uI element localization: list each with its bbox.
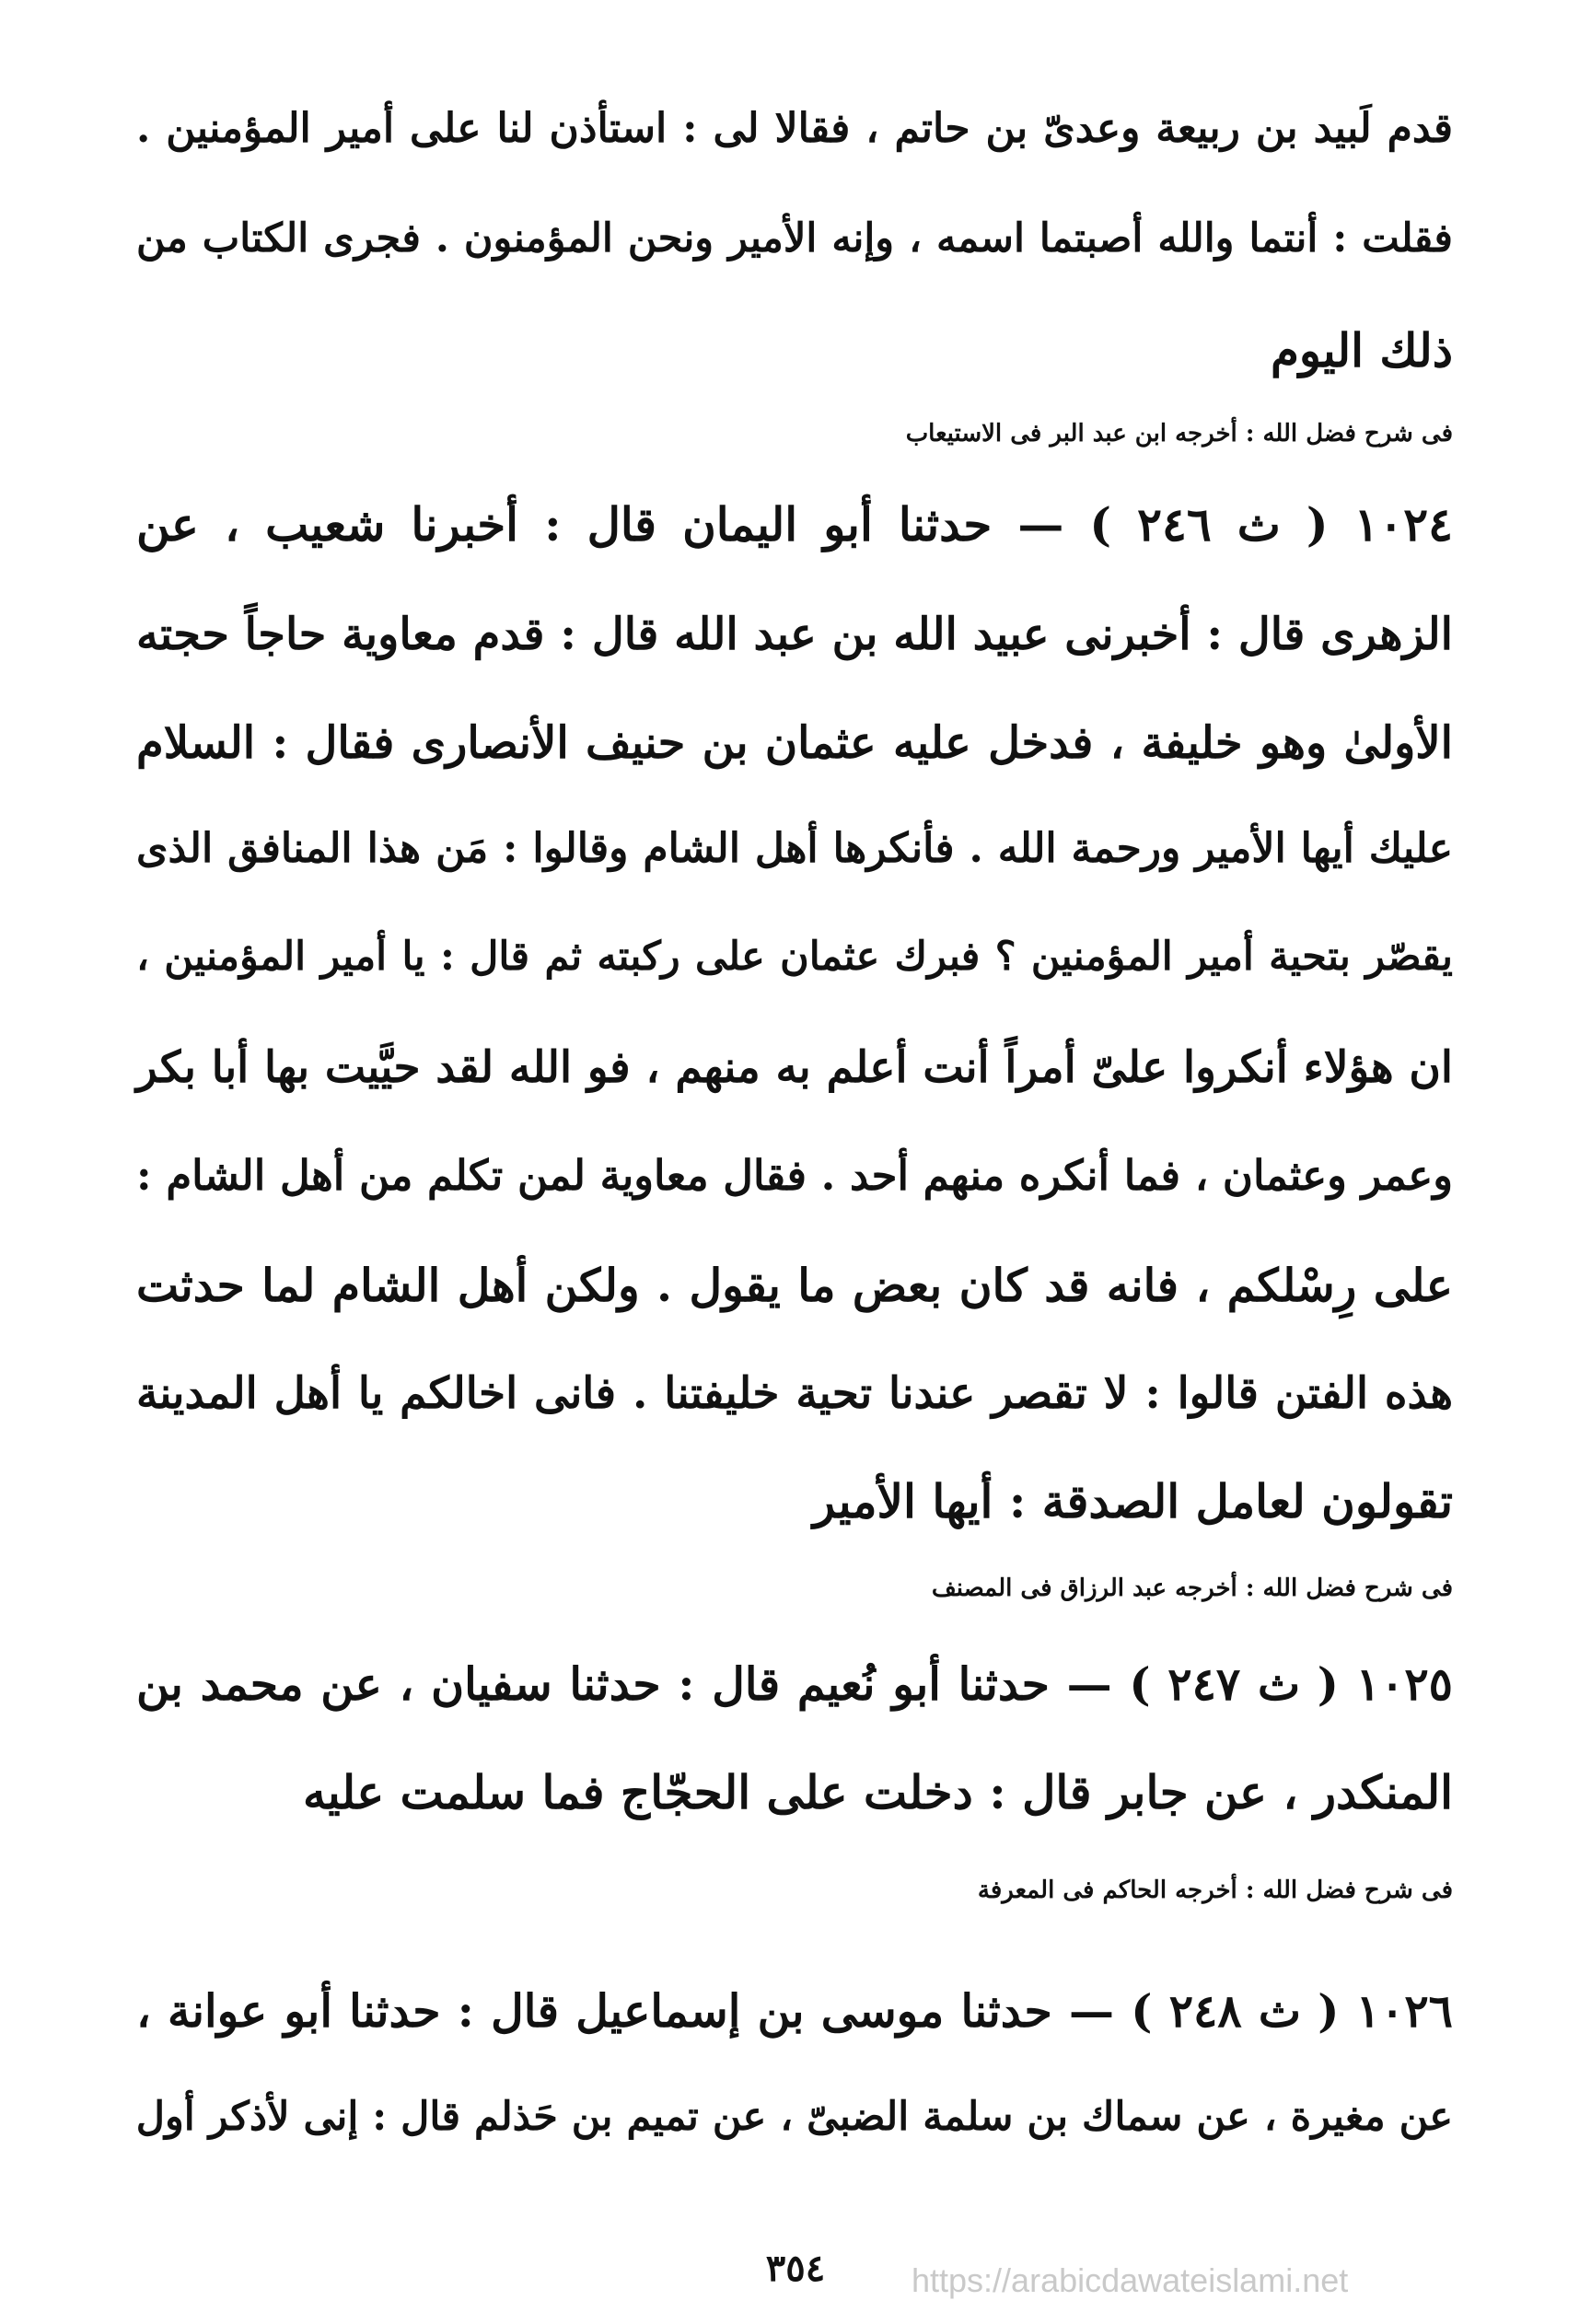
page-number: ٣٥٤ — [765, 2247, 826, 2290]
hadith-heading-1024: ١٠٢٤ ( ث ٢٤٦ ) — حدثنا أبو اليمان قال : أخبرنا شعيب ، عن — [136, 497, 1453, 552]
text-line: ان هؤلاء أنكروا علىّ أمراً أنت أعلم به منهم ، فو الله لقد حيَّيت بها أبا بكر — [136, 1042, 1453, 1093]
footnote: فى شرح فضل الله : أخرجه الحاكم فى المعرفة — [977, 1877, 1453, 1904]
text-line: الزهرى قال : أخبرنى عبيد الله بن عبد الله قال : قدم معاوية حاجاً حجته — [136, 609, 1453, 660]
text-line: يقصّر بتحية أمير المؤمنين ؟ فبرك عثمان على ركبته ثم قال : يا أمير المؤمنين ، — [136, 934, 1453, 980]
watermark-url: https://arabicdawateislami.net — [912, 2261, 1349, 2299]
footnote: فى شرح فضل الله : أخرجه ابن عبد البر فى الاستيعاب — [905, 420, 1453, 447]
text-line: فقلت : أنتما والله أصبتما اسمه ، وإنه الأمير ونحن المؤمنون . فجرى الكتاب من — [136, 215, 1453, 261]
text-line: عليك أيها الأمير ورحمة الله . فأنكرها أهل الشام وقالوا : مَن هذا المنافق الذى — [136, 825, 1453, 872]
text-line: عن مغيرة ، عن سماك بن سلمة الضبىّ ، عن تميم بن حَذلم قال : إنى لأذكر أول — [135, 2094, 1453, 2140]
text-line: على رِسْلكم ، فانه قد كان بعض ما يقول . ولكن أهل الشام لما حدثت — [136, 1259, 1453, 1312]
text-line: وعمر وعثمان ، فما أنكره منهم أحد . فقال معاوية لمن تكلم من أهل الشام : — [136, 1151, 1453, 1200]
footnote: فى شرح فضل الله : أخرجه عبد الرزاق فى المصنف — [931, 1575, 1453, 1602]
text-line: المنكدر ، عن جابر قال : دخلت على الحجّاج فما سلمت عليه — [302, 1765, 1453, 1819]
text-line: قدم لَبيد بن ربيعة وعدىّ بن حاتم ، فقالا لى : استأذن لنا على أمير المؤمنين . — [136, 105, 1453, 152]
text-line: ذلك اليوم — [1270, 323, 1453, 378]
hadith-heading-1026: ١٠٢٦ ( ث ٢٤٨ ) — حدثنا موسى بن إسماعيل قال : حدثنا أبو عوانة ، — [136, 1984, 1453, 2038]
text-line: هذه الفتن قالوا : لا تقصر عندنا تحية خليفتنا . فانى اخالكم يا أهل المدينة — [136, 1368, 1453, 1419]
text-line: تقولون لعامل الصدقة : أيها الأمير — [813, 1474, 1453, 1528]
text-line: الأولىٰ وهو خليفة ، فدخل عليه عثمان بن حنيف الأنصارى فقال : السلام — [136, 717, 1453, 769]
hadith-heading-1025: ١٠٢٥ ( ث ٢٤٧ ) — حدثنا أبو نُعيم قال : حدثنا سفيان ، عن محمد بن — [136, 1657, 1453, 1711]
